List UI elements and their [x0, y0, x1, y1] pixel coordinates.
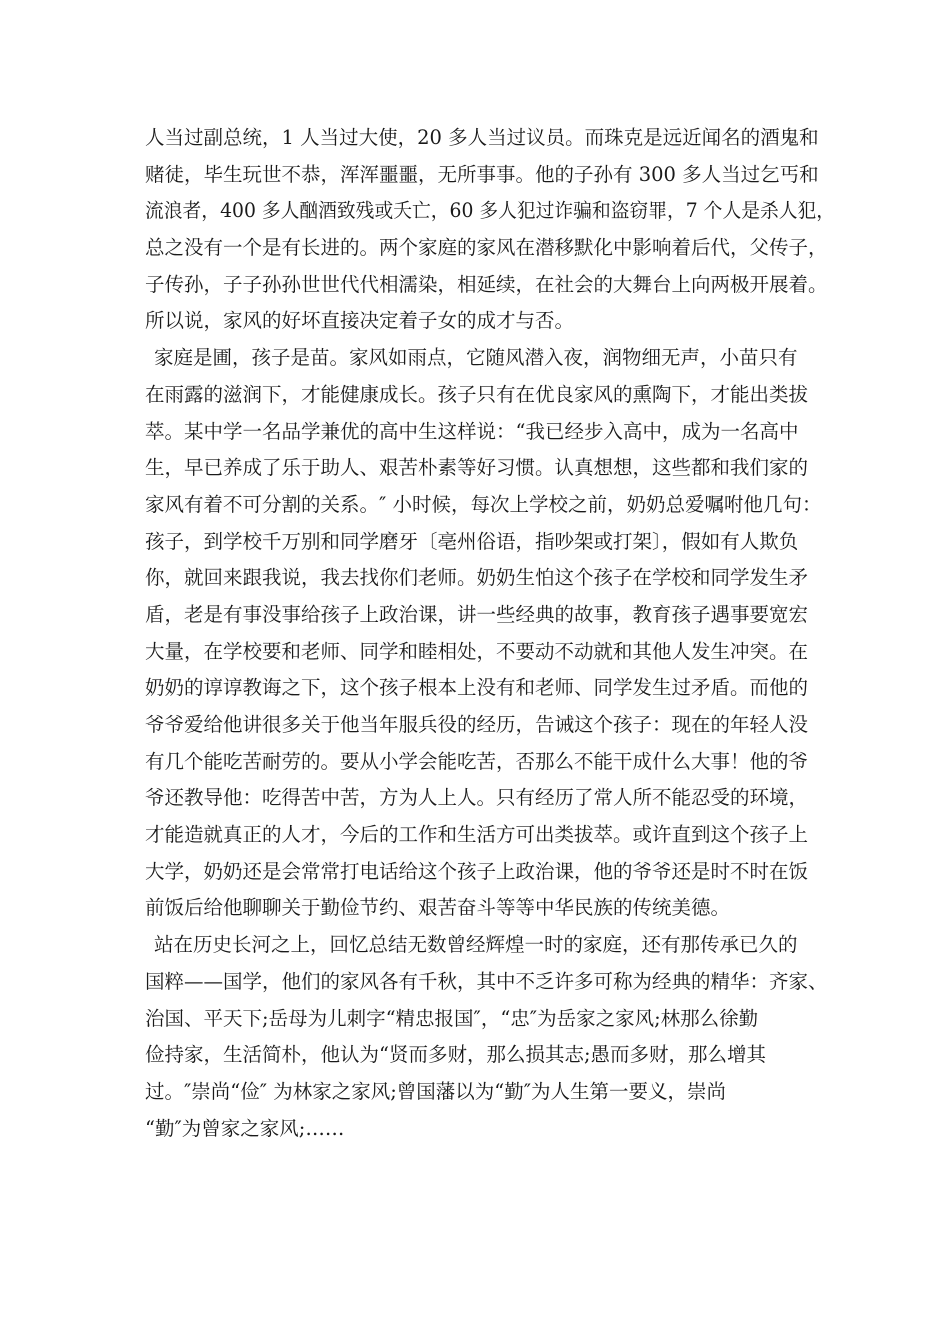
text-line: 家风有着不可分割的关系。″ 小时候，每次上学校之前，奶奶总爱嘱咐他几句： [145, 492, 822, 516]
text-line: 你，就回来跟我说，我去找你们老师。奶奶生怕这个孩子在学校和同学发生矛 [145, 566, 809, 590]
text-line: 爷还教导他：吃得苦中苦，方为人上人。只有经历了常人所不能忍受的环境， [145, 786, 809, 810]
paragraph-start-line: 站在历史长河之上，回忆总结无数曾经辉煌一时的家庭，还有那传承已久的 [154, 933, 798, 957]
text-line: 盾，老是有事没事给孩子上政治课，讲一些经典的故事，教育孩子遇事要宽宏 [145, 602, 809, 626]
text-line: 总之没有一个是有长进的。两个家庭的家风在潜移默化中影响着后代，父传子， [145, 236, 828, 260]
text-line: 生，早已养成了乐于助人、艰苦朴素等好习惯。认真想想，这些都和我们家的 [145, 456, 809, 480]
text-line: 赌徒，毕生玩世不恭，浑浑噩噩，无所事事。他的子孙有 300 多人当过乞丐和 [145, 162, 819, 186]
text-line: 大学，奶奶还是会常常打电话给这个孩子上政治课，他的爷爷还是时不时在饭 [145, 859, 809, 883]
text-line: 有几个能吃苦耐劳的。要从小学会能吃苦，否那么不能干成什么大事！他的爷 [145, 749, 809, 773]
text-line: 流浪者，400 多人酗酒致残或夭亡，60 多人犯过诈骗和盗窃罪，7 个人是杀人犯， [145, 199, 836, 223]
text-line: 俭持家，生活简朴，他认为“贤而多财，那么损其志;愚而多财，那么增其 [145, 1043, 767, 1067]
text-line: 子传孙，子子孙孙世世代代相濡染，相延续，在社会的大舞台上向两极开展着。 [145, 272, 828, 296]
text-line: 在雨露的滋润下，才能健康成长。孩子只有在优良家风的熏陶下，才能出类拔 [145, 382, 809, 406]
text-line: 国粹——国学，他们的家风各有千秋，其中不乏许多可称为经典的精华：齐家、 [145, 969, 828, 993]
paragraph-start-line: 家庭是圃，孩子是苗。家风如雨点，它随风潜入夜，润物细无声，小苗只有 [154, 346, 798, 370]
text-line: “勤″为曾家之家风;…… [145, 1116, 345, 1140]
text-line: 萃。某中学一名品学兼优的高中生这样说：“我已经步入高中，成为一名高中 [145, 419, 799, 443]
text-line: 所以说，家风的好坏直接决定着子女的成才与否。 [145, 309, 575, 333]
text-line: 前饭后给他聊聊关于勤俭节约、艰苦奋斗等等中华民族的传统美德。 [145, 896, 731, 920]
text-line: 爷爷爱给他讲很多关于他当年服兵役的经历，告诫这个孩子：现在的年轻人没 [145, 713, 809, 736]
text-line: 过。″崇尚“俭″ 为林家之家风;曾国藩以为“勤″为人生第一要义，崇尚 [145, 1079, 727, 1103]
text-line: 奶奶的谆谆教诲之下，这个孩子根本上没有和老师、同学发生过矛盾。而他的 [145, 676, 809, 700]
text-line: 孩子，到学校千万别和同学磨牙〔亳州俗语，指吵架或打架〕，假如有人欺负 [145, 529, 799, 553]
text-line: 治国、平天下;岳母为儿刺字“精忠报国″，“忠″为岳家之家风;林那么徐勤 [145, 1006, 759, 1030]
text-line: 人当过副总统，1 人当过大使，20 多人当过议员。而珠克是远近闻名的酒鬼和 [145, 126, 819, 149]
text-line: 大量，在学校要和老师、同学和睦相处，不要动不动就和其他人发生冲突。在 [145, 639, 809, 663]
text-line: 才能造就真正的人才，今后的工作和生活方可出类拔萃。或许直到这个孩子上 [145, 823, 809, 847]
body-text [145, 120, 836, 1147]
